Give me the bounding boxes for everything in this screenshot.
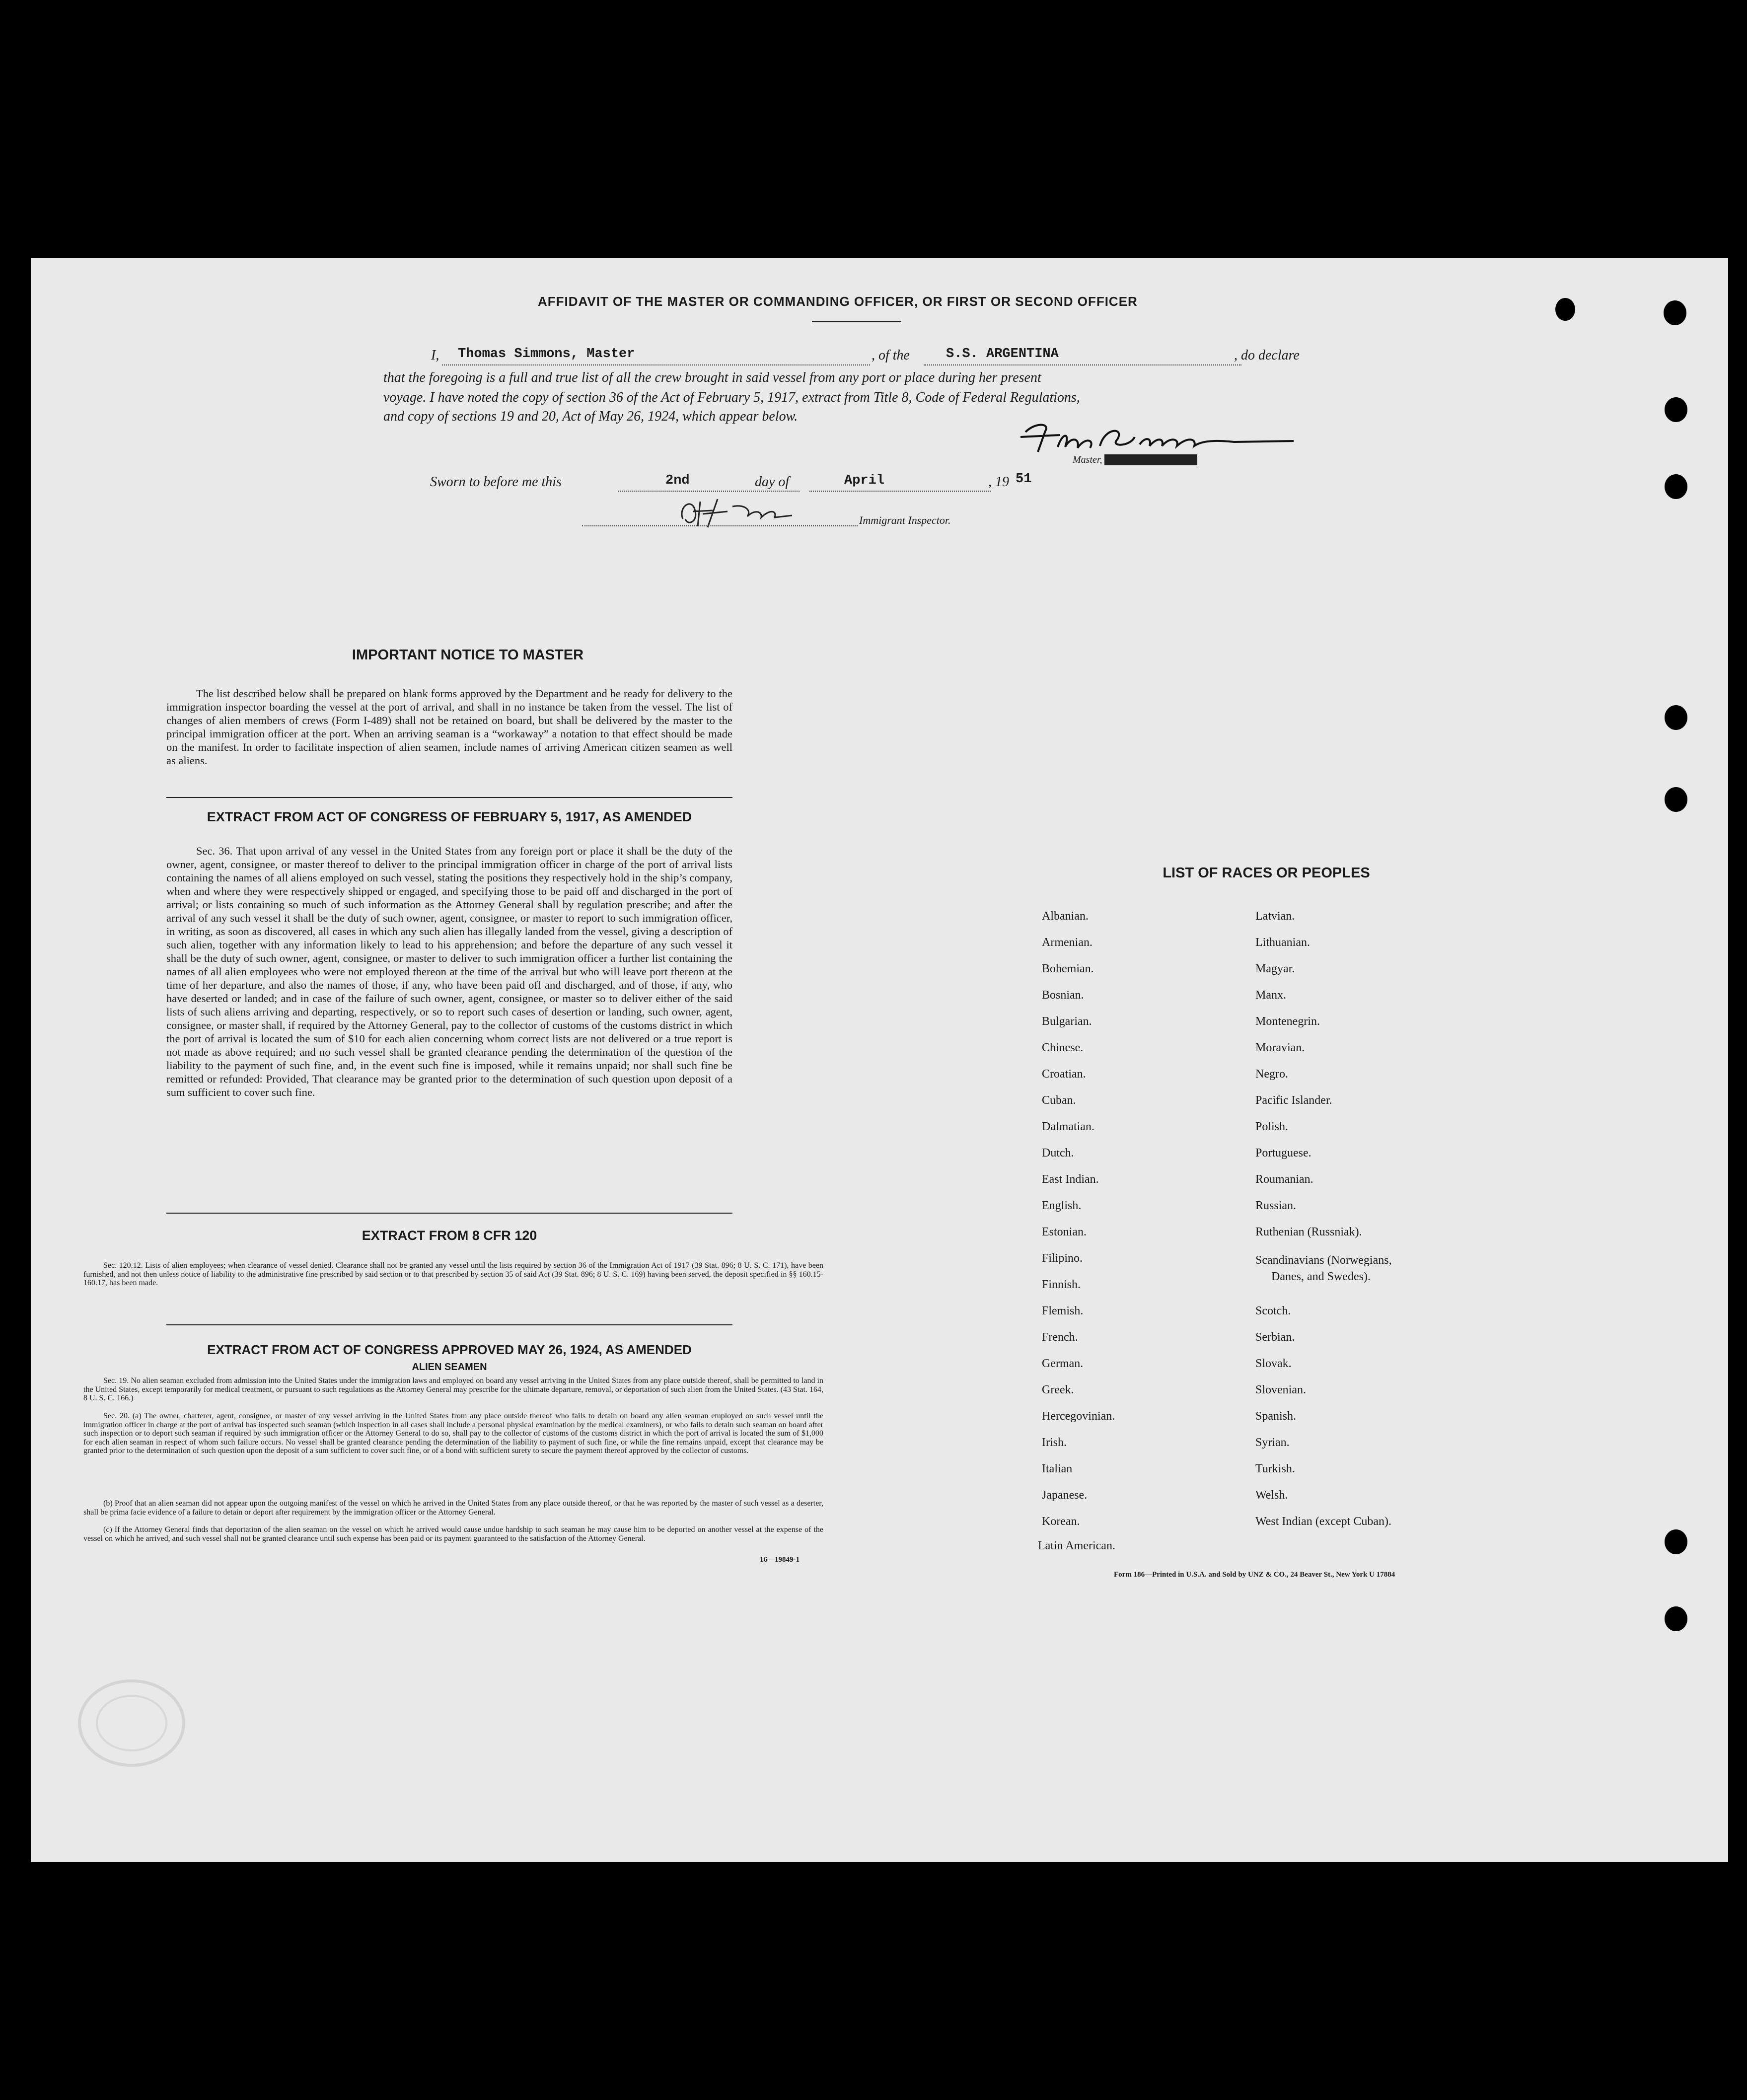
race-item: Irish. [1042, 1436, 1067, 1449]
race-item: West Indian (except Cuban). [1255, 1515, 1391, 1528]
race-item: Scandinavians (Norwegians, [1255, 1254, 1392, 1267]
race-item: Dutch. [1042, 1147, 1074, 1159]
cfr-rule [166, 1324, 732, 1325]
race-item: Ruthenian (Russniak). [1255, 1226, 1362, 1238]
sec19-body: Sec. 19. No alien seaman excluded from admission into the United States under the immigration laws and employed on board any vessel arriving in the United States from any place outside thereof, shall be permitted to land in the United States, except temporarily for medical treatment, or pursuant to such regulations as the Attorney General may prescribe for the ultimate departure, removal, or deportation of such alien from the United States. (43 Stat. 164, 8 U. S. C. 166.) [83, 1376, 823, 1402]
race-item: Bohemian. [1042, 962, 1094, 975]
race-item: Welsh. [1255, 1489, 1288, 1502]
notice-body: The list described below shall be prepared on blank forms approved by the Department and be ready for delivery to the immigration inspector boarding the vessel at the port of arrival, and shall in no instance be taken from the vessel. The list of changes of alien members of crews (Form I-489) shall not be retained on board, but shall be delivered by the master to the principal immigration officer at the port. When an arriving seaman is a “workaway” a notation to that effect should be made on the manifest. In order to facilitate inspection of alien seamen, include names of arriving American citizen seamen as well as aliens. [166, 687, 732, 767]
race-item: East Indian. [1042, 1173, 1099, 1186]
race-item: Estonian. [1042, 1226, 1087, 1238]
race-item: Pacific Islander. [1255, 1094, 1332, 1107]
sworn-day: 2nd [665, 473, 690, 488]
affidavit-line-4: and copy of sections 19 and 20, Act of May 26, 1924, which appear below. [383, 409, 798, 424]
race-item: Latin American. [1038, 1539, 1115, 1552]
race-item: Syrian. [1255, 1436, 1290, 1449]
notice-rule [166, 797, 732, 798]
vessel-line [924, 364, 1241, 365]
race-item: Albanian. [1042, 910, 1089, 923]
race-item: English. [1042, 1199, 1082, 1212]
affidavit-master-name: Thomas Simmons, Master [458, 347, 635, 362]
master-label-struck: First or Second Officer [1104, 454, 1197, 465]
race-item: Moravian. [1255, 1041, 1305, 1054]
affidavit-title: AFFIDAVIT OF THE MASTER OR COMMANDING OFFICER, OR FIRST OR SECOND OFFICER [538, 294, 1138, 309]
affidavit-vessel: S.S. ARGENTINA [946, 347, 1059, 362]
race-item: Armenian. [1042, 936, 1092, 949]
race-item: Serbian. [1255, 1331, 1295, 1344]
year-prefix: , 19 [988, 474, 1009, 490]
affidavit-line-2: that the foregoing is a full and true list of all the crew brought in said vessel from any port or place during her present [383, 370, 1041, 385]
master-signature [1016, 417, 1304, 457]
binder-hole-8 [1665, 1606, 1687, 1631]
race-item: Negro. [1255, 1068, 1288, 1081]
race-item: Roumanian. [1255, 1173, 1313, 1186]
race-item: Finnish. [1042, 1278, 1081, 1291]
affidavit-do-declare: , do declare [1234, 348, 1300, 363]
race-item: Spanish. [1255, 1410, 1297, 1423]
race-item: Bulgarian. [1042, 1015, 1092, 1028]
race-item: Slovak. [1255, 1357, 1292, 1370]
affidavit-of-the: , of the [872, 348, 910, 363]
race-item: Latvian. [1255, 910, 1295, 923]
sec20a-body: Sec. 20. (a) The owner, charterer, agent, consignee, or master of any vessel arriving in the United States from any place outside thereof who fails to detain on board any alien seaman employed on such vessel until the immigration officer in charge at the port of arrival has inspected such seaman (which inspection in all cases shall include a personal physical examination by the medical examiners), or who fails to detain such seaman on board after such inspection or to deport such seaman if required by such immigration officer or the Attorney General to do so, shall pay to the collector of customs of the customs district in which the port of arrival is located the sum of $1,000 for each alien seaman in respect of whom such failure occurs. No vessel shall be granted clearance pending the determination of the liability to payment of such fine, or while the fine remains unpaid, except that clearance may be granted prior to the determination of such question upon the deposit of a sum sufficient to cover such fine, or of a bond with sufficient surety to secure the payment thereof approved by the collector of customs. [83, 1412, 823, 1455]
year-suffix: 51 [1016, 472, 1032, 487]
extract-1917-title: EXTRACT FROM ACT OF CONGRESS OF FEBRUARY 5, 1917, AS AMENDED [207, 809, 692, 824]
embossed-seal [72, 1673, 191, 1773]
form-code: 16—19849-1 [760, 1556, 800, 1564]
races-title: LIST OF RACES OR PEOPLES [1163, 865, 1370, 881]
binder-hole-3 [1665, 397, 1687, 422]
race-item: Greek. [1042, 1383, 1074, 1396]
race-item: Japanese. [1042, 1489, 1088, 1502]
race-item: Korean. [1042, 1515, 1080, 1528]
race-item: Polish. [1255, 1120, 1289, 1133]
race-item: Croatian. [1042, 1068, 1086, 1081]
binder-hole-7 [1665, 1529, 1687, 1554]
day-of-label: day of [755, 474, 790, 490]
binder-hole-5 [1665, 705, 1687, 730]
master-name-line [442, 364, 870, 365]
cfr-body: Sec. 120.12. Lists of alien employees; when clearance of vessel denied. Clearance shall not be granted any vessel until the lists required by section 36 of the Immigration Act of 1917 (39 Stat. 896; 8 U. S. C. 171), have been furnished, and not then unless notice of liability to the administrative fine prescribed by said section or to that prescribed by section 35 of said Act (39 Stat. 896; 8 U. S. C. 169) having been served, the deposit specified in §§ 160.15-160.17, has been made. [83, 1261, 823, 1287]
sworn-label: Sworn to before me this [430, 474, 562, 490]
race-item: Dalmatian. [1042, 1120, 1094, 1133]
affidavit-line-3: voyage. I have noted the copy of section 36 of the Act of February 5, 1917, extract from Title 8, Code of Federal Regulations, [383, 390, 1080, 405]
affidavit-i-label: I, [431, 348, 439, 363]
race-item: Filipino. [1042, 1252, 1083, 1265]
race-item: Slovenian. [1255, 1383, 1306, 1396]
master-label-text: Master, [1073, 454, 1102, 465]
race-item: Lithuanian. [1255, 936, 1310, 949]
cfr-title: EXTRACT FROM 8 CFR 120 [362, 1228, 537, 1243]
race-item: Flemish. [1042, 1304, 1084, 1317]
month-line [809, 491, 991, 492]
extract-1917-rule [166, 1213, 732, 1214]
sec20c-body: (c) If the Attorney General finds that deportation of the alien seaman on the vessel on which he arrived would cause undue hardship to such seaman he may cause him to be deported on another vessel at the expense of the vessel on which he arrived, and such vessel shall not be granted clearance until such expense has been paid or its payment guaranteed to the satisfaction of the Attorney General. [83, 1525, 823, 1543]
race-item: Portuguese. [1255, 1147, 1311, 1159]
race-item: Chinese. [1042, 1041, 1084, 1054]
race-item: Russian. [1255, 1199, 1297, 1212]
race-item: Montenegrin. [1255, 1015, 1320, 1028]
master-label [1073, 454, 1197, 466]
inspector-label: Immigrant Inspector. [859, 514, 951, 526]
race-item: Scotch. [1255, 1304, 1291, 1317]
race-item: Bosnian. [1042, 989, 1084, 1002]
race-item: German. [1042, 1357, 1084, 1370]
form-footer: Form 186—Printed in U.S.A. and Sold by UNZ & CO., 24 Beaver St., New York U 17884 [1114, 1571, 1395, 1579]
binder-hole-2 [1664, 300, 1686, 325]
race-item: Magyar. [1255, 962, 1295, 975]
extract-1917-body: Sec. 36. That upon arrival of any vessel in the United States from any foreign port or place it shall be the duty of the owner, agent, consignee, or master thereof to deliver to the principal immigration officer in charge of the port of arrival lists containing the names of all aliens employed on such vessel, stating the positions they respectively hold in the ship’s company, when and where they were respectively shipped or engaged, and specifying those to be paid off and discharged in the port of arrival; or lists containing so much of such information as the Attorney General shall by regulation prescribe; and after the arrival of any such vessel it shall be the duty of such owner, agent, consignee, or master to report to such immigration officer, in writing, as soon as discovered, all cases in which any such alien has illegally landed from the vessel, giving a description of such alien, together with any information likely to lead to his apprehension; and before the departure of any such vessel it shall be the duty of such owner, agent, consignee, or master to deliver to such immigration officer a further list containing the names of all alien employees who were not employed thereon at the time of the arrival but who will leave port thereon at the time of her departure, and also the names of those, if any, who have been paid off and discharged, and of those, if any, who have deserted or landed; and in case of the failure of such owner, agent, consignee, or master so to deliver either of the said lists of such aliens arriving and departing, respectively, or so to report such cases of desertion or landing, such owner, agent, consignee, or master shall, if required by the Attorney General, pay to the collector of customs of the customs district in which the port of arrival is located the sum of $10 for each alien concerning whom correct lists are not delivered or a true report is not made as above required; and no such vessel shall be granted clearance pending the determination of the question of the liability to the payment of such fine, and, in the event such fine is imposed, while it remains unpaid; nor shall such fine be remitted or refunded: Provided, That clearance may be granted prior to the determination of such question upon deposit of a sum sufficient to cover such fine. [166, 845, 732, 1098]
binder-hole-6 [1665, 787, 1687, 812]
inspector-line [582, 525, 858, 526]
extract-1924-title: EXTRACT FROM ACT OF CONGRESS APPROVED MAY 26, 1924, AS AMENDED [207, 1342, 692, 1357]
race-item: Turkish. [1255, 1462, 1295, 1475]
notice-title: IMPORTANT NOTICE TO MASTER [352, 647, 584, 663]
sec20b-body: (b) Proof that an alien seaman did not appear upon the outgoing manifest of the vessel on which he arrived in the United States from any place outside thereof, or that he was reported by the master of such vessel as a deserter, shall be prima facie evidence of a failure to detain or deport after requirement by the immigration officer or the Attorney General. [83, 1499, 823, 1517]
race-item: Italian [1042, 1462, 1073, 1475]
sworn-month: April [844, 473, 885, 488]
race-item: Manx. [1255, 989, 1286, 1002]
race-item: Hercegovinian. [1042, 1410, 1115, 1423]
race-item: Danes, and Swedes). [1271, 1270, 1371, 1283]
race-item: Cuban. [1042, 1094, 1076, 1107]
binder-hole-4 [1665, 474, 1687, 499]
race-item: French. [1042, 1331, 1078, 1344]
affidavit-title-rule [812, 321, 901, 322]
binder-hole-1 [1555, 298, 1575, 321]
extract-1924-subtitle: ALIEN SEAMEN [412, 1362, 487, 1373]
